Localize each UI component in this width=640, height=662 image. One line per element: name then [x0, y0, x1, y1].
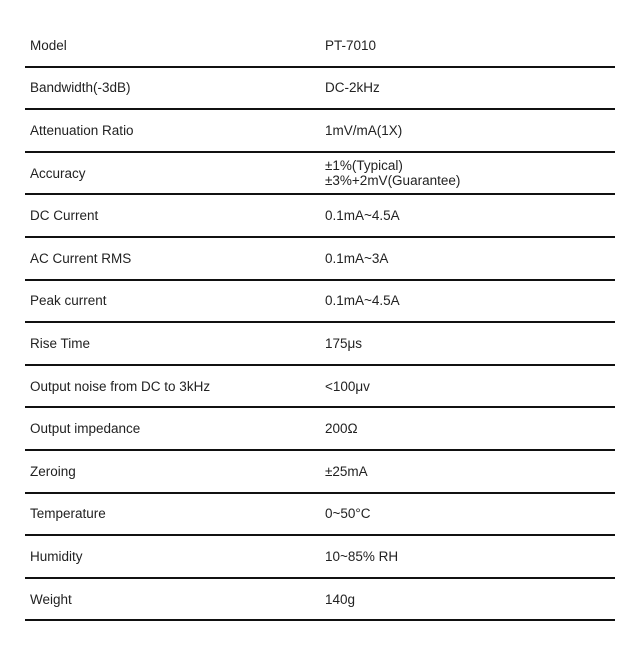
spec-row-attenuation-ratio	[25, 110, 615, 153]
param-value-text: 140g	[325, 591, 356, 607]
param-value-text: 10~85% RH	[325, 548, 399, 564]
param-label: AC Current RMS	[30, 250, 132, 266]
param-label: Zeroing	[30, 463, 76, 479]
param-value	[325, 408, 358, 449]
param-label: DC Current	[30, 208, 99, 224]
param-label: Humidity	[30, 548, 83, 564]
param-value-text: 0.1mA~3A	[325, 250, 389, 266]
param-value	[325, 153, 460, 194]
spec-row-ac-current-rms	[25, 238, 615, 281]
spec-row-weight	[25, 579, 615, 622]
spec-row-peak-current	[25, 281, 615, 324]
spec-row-bandwidth	[25, 68, 615, 111]
spec-row-rise-time	[25, 323, 615, 366]
spec-row-output-impedance	[25, 408, 615, 451]
param-value-text-secondary: ±3%+2mV(Guarantee)	[325, 173, 461, 189]
param-value	[325, 323, 362, 364]
param-label: Attenuation Ratio	[30, 122, 134, 138]
param-value-text: DC-2kHz	[325, 80, 380, 96]
param-value-text: ±25mA	[325, 463, 368, 479]
param-value-text: 200Ω	[325, 421, 358, 437]
spec-row-temperature	[25, 494, 615, 537]
param-label: Rise Time	[30, 335, 91, 351]
param-label: Peak current	[30, 293, 107, 309]
param-value	[325, 25, 376, 66]
param-label: Model	[30, 37, 67, 53]
param-value	[325, 579, 355, 620]
spec-row-zeroing	[25, 451, 615, 494]
param-label: Weight	[30, 591, 72, 607]
param-value	[325, 238, 388, 279]
param-label: Accuracy	[30, 165, 86, 181]
param-value	[325, 451, 368, 492]
param-value-text: 175μs	[325, 335, 363, 351]
param-value-text: 0~50°C	[325, 506, 371, 522]
param-value-text: PT-7010	[325, 37, 377, 53]
param-value-text: 0.1mA~4.5A	[325, 293, 400, 309]
param-value	[325, 110, 402, 151]
param-value-text: ±1%(Typical)	[325, 158, 403, 174]
param-label: Output impedance	[30, 421, 141, 437]
spec-table	[25, 25, 615, 621]
spec-row-model	[25, 25, 615, 68]
param-value	[325, 195, 400, 236]
spec-row-dc-current	[25, 195, 615, 238]
param-label: Temperature	[30, 506, 106, 522]
param-value-text: 0.1mA~4.5A	[325, 208, 400, 224]
spec-row-accuracy	[25, 153, 615, 196]
spec-row-humidity	[25, 536, 615, 579]
param-value	[325, 366, 370, 407]
param-value	[325, 536, 398, 577]
param-value-text: <100μv	[325, 378, 370, 394]
param-value	[325, 68, 380, 109]
param-label: Output noise from DC to 3kHz	[30, 378, 211, 394]
param-value	[325, 494, 371, 535]
spec-row-output-noise	[25, 366, 615, 409]
param-label: Bandwidth(-3dB)	[30, 80, 131, 96]
param-value	[325, 281, 400, 322]
param-value-text: 1mV/mA(1X)	[325, 122, 403, 138]
